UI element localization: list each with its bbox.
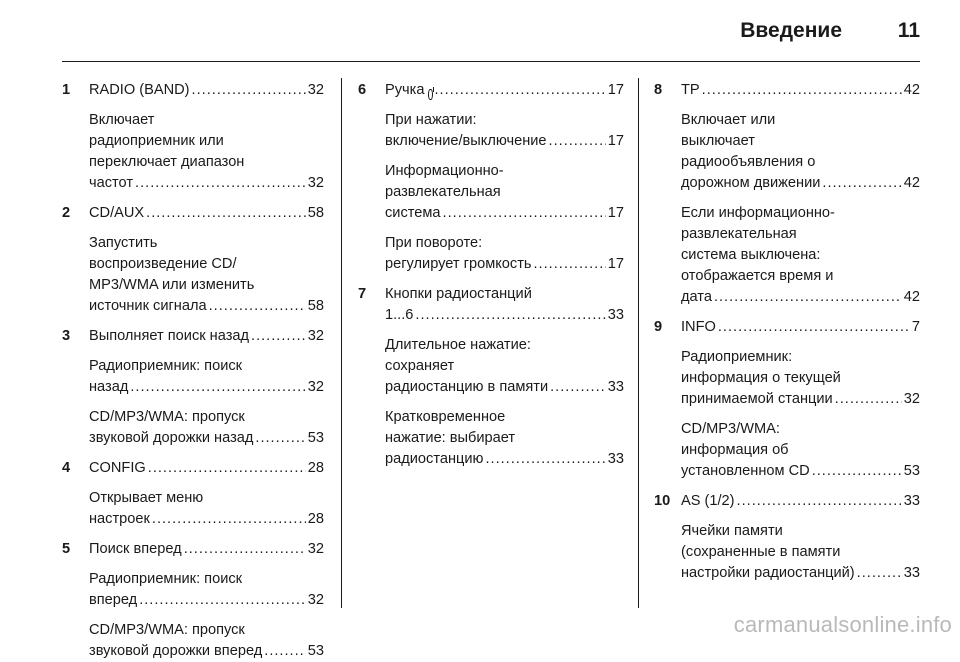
entry-text: частот — [89, 175, 134, 191]
leader-dots — [130, 377, 305, 398]
entry-text: AS (1/2) — [681, 493, 735, 509]
entry-number: 1 — [62, 82, 71, 98]
description-line: Кратковременное — [385, 409, 506, 425]
leader-row — [681, 317, 920, 338]
entry-number: 9 — [654, 319, 663, 335]
leader-row — [385, 203, 624, 224]
leader-dots — [148, 458, 306, 479]
entry-description — [681, 521, 920, 584]
leader-row — [89, 539, 324, 560]
description-line: информация о текущей — [681, 370, 841, 386]
description-line: При повороте: — [385, 235, 483, 251]
leader-dots — [135, 173, 306, 194]
leader-dots — [857, 563, 902, 584]
page-ref-link[interactable]: 33 — [903, 493, 920, 509]
page-ref-link[interactable]: 28 — [307, 511, 324, 527]
entry-text: 1...6 — [385, 307, 414, 323]
description-line: Если информационно- — [681, 205, 835, 221]
description-line: Включает или — [681, 112, 776, 128]
leader-dots — [184, 539, 306, 560]
description-line: При нажатии: — [385, 112, 477, 128]
description-line: переключает диапазон — [89, 154, 245, 170]
page-ref-link[interactable]: 32 — [307, 175, 324, 191]
entry-number: 10 — [654, 493, 671, 509]
entry-description — [89, 569, 324, 611]
index-entry — [654, 80, 920, 308]
entry-description — [89, 620, 324, 662]
entry-description — [89, 110, 324, 194]
column-divider — [341, 78, 342, 608]
leader-dots — [718, 317, 910, 338]
entry-description — [385, 161, 624, 224]
leader-dots — [534, 254, 606, 275]
page-ref-link[interactable]: 33 — [607, 307, 624, 323]
entry-text: RADIO (BAND) — [89, 82, 190, 98]
power-knob-icon — [428, 89, 432, 100]
leader-row — [681, 461, 920, 482]
entry-description — [385, 407, 624, 470]
page-ref-link[interactable]: 17 — [607, 82, 624, 98]
description-line: Информационно- — [385, 163, 504, 179]
leader-dots — [152, 509, 306, 530]
index-entry — [62, 203, 324, 317]
column-divider — [638, 78, 639, 608]
entry-text: CD/AUX — [89, 205, 145, 221]
entry-description — [89, 407, 324, 449]
entry-description — [89, 356, 324, 398]
leader-row — [681, 173, 920, 194]
entry-text: INFO — [681, 319, 716, 335]
leader-row — [89, 80, 324, 101]
page-ref-link[interactable]: 33 — [903, 565, 920, 581]
leader-dots — [443, 203, 606, 224]
page-ref-link[interactable]: 33 — [607, 451, 624, 467]
entry-number: 7 — [358, 286, 367, 302]
entry-description — [681, 203, 920, 308]
entry-text: звуковой дорожки вперед — [89, 643, 263, 659]
leader-row — [385, 305, 624, 326]
entry-text: звуковой дорожки назад — [89, 430, 254, 446]
entry-text: включение/выключение — [385, 133, 547, 149]
entry-text: настройки радиостанций) — [681, 565, 855, 581]
entry-description — [681, 419, 920, 482]
description-line: Радиоприемник: поиск — [89, 358, 243, 374]
page-ref-link[interactable]: 42 — [903, 175, 920, 191]
description-line: система выключена: — [681, 247, 821, 263]
leader-dots — [812, 461, 902, 482]
description-line: Ячейки памяти — [681, 523, 783, 539]
description-line: нажатие: выбирает — [385, 430, 516, 446]
entry-description — [385, 110, 624, 152]
leader-row — [89, 296, 324, 317]
index-column-2 — [358, 80, 624, 470]
entry-text: радиостанцию — [385, 451, 484, 467]
index-entry — [62, 458, 324, 530]
description-line: MP3/WMA или изменить — [89, 277, 255, 293]
entry-text: CONFIG — [89, 460, 146, 476]
leader-row — [89, 590, 324, 611]
page-ref-link[interactable]: 33 — [607, 379, 624, 395]
leader-row — [681, 563, 920, 584]
leader-dots — [209, 296, 306, 317]
page-number: 11 — [897, 19, 920, 42]
page-ref-link[interactable]: 42 — [903, 82, 920, 98]
leader-row — [89, 641, 324, 662]
entry-description — [681, 347, 920, 410]
entry-description — [89, 488, 324, 530]
entry-text: настроек — [89, 511, 150, 527]
description-line: информация об — [681, 442, 789, 458]
entry-description — [89, 233, 324, 317]
description-line: радиоприемник или — [89, 133, 224, 149]
leader-row — [89, 458, 324, 479]
leader-row — [385, 80, 624, 101]
entry-text: Ручка — [385, 82, 425, 98]
entry-text: дата — [681, 289, 712, 305]
leader-dots — [139, 590, 306, 611]
leader-row — [89, 377, 324, 398]
entry-number: 6 — [358, 82, 367, 98]
leader-dots — [255, 428, 305, 449]
index-entry — [358, 284, 624, 470]
leader-row — [385, 254, 624, 275]
leader-row — [385, 449, 624, 470]
leader-dots — [415, 305, 605, 326]
leader-dots — [835, 389, 902, 410]
entry-text: радиостанцию в памяти — [385, 379, 549, 395]
description-line: развлекательная — [681, 226, 797, 242]
page-ref-link[interactable]: 32 — [307, 379, 324, 395]
description-line: развлекательная — [385, 184, 501, 200]
leader-row — [385, 131, 624, 152]
index-column-1 — [62, 80, 324, 662]
leader-dots — [264, 641, 306, 662]
leader-row — [89, 428, 324, 449]
leader-dots — [251, 326, 306, 347]
page-ref-link[interactable]: 32 — [307, 592, 324, 608]
page-ref-link[interactable]: 7 — [911, 319, 920, 335]
page-ref-link[interactable]: 53 — [307, 430, 324, 446]
index-entry — [654, 491, 920, 584]
entry-text: система — [385, 205, 441, 221]
description-line: CD/MP3/WMA: — [681, 421, 780, 437]
page-ref-link[interactable]: 58 — [307, 298, 324, 314]
leader-row — [89, 203, 324, 224]
leader-dots — [435, 80, 606, 101]
leader-dots — [714, 287, 902, 308]
page-ref-link[interactable]: 17 — [607, 256, 624, 272]
entry-description — [385, 233, 624, 275]
entry-text: TP — [681, 82, 700, 98]
entry-text: Выполняет поиск назад — [89, 328, 250, 344]
description-line: Включает — [89, 112, 155, 128]
page-header — [0, 0, 960, 62]
leader-row — [681, 491, 920, 512]
description-line: CD/MP3/WMA: пропуск — [89, 622, 245, 638]
leader-row — [681, 389, 920, 410]
description-line: Длительное нажатие: — [385, 337, 531, 353]
leader-dots — [192, 80, 306, 101]
entry-number: 3 — [62, 328, 71, 344]
index-column-3 — [654, 80, 920, 584]
entry-description — [681, 110, 920, 194]
entry-text: Поиск вперед — [89, 541, 182, 557]
entry-number: 2 — [62, 205, 71, 221]
header-rule — [62, 61, 920, 62]
description-line: Запустить — [89, 235, 158, 251]
page-ref-link[interactable]: 17 — [607, 133, 624, 149]
entry-number: 5 — [62, 541, 71, 557]
entry-number: 8 — [654, 82, 663, 98]
leader-dots — [485, 449, 605, 470]
leader-dots — [822, 173, 901, 194]
page-ref-link[interactable]: 32 — [903, 391, 920, 407]
page-ref-link[interactable]: 53 — [307, 643, 324, 659]
entry-label: Кнопки радиостанций — [385, 286, 532, 302]
entry-text: принимаемой станции — [681, 391, 833, 407]
entry-text: вперед — [89, 592, 138, 608]
index-entry — [62, 80, 324, 194]
description-line: Радиоприемник: поиск — [89, 571, 243, 587]
leader-row — [89, 326, 324, 347]
description-line: воспроизведение CD/ — [89, 256, 237, 272]
description-line: CD/MP3/WMA: пропуск — [89, 409, 245, 425]
leader-dots — [146, 203, 306, 224]
leader-row — [89, 509, 324, 530]
leader-row — [385, 377, 624, 398]
leader-dots — [550, 377, 606, 398]
entry-text: регулирует громкость — [385, 256, 532, 272]
entry-description — [385, 335, 624, 398]
page-ref-link[interactable]: 28 — [307, 460, 324, 476]
description-line: выключает — [681, 133, 755, 149]
description-line: отображается время и — [681, 268, 834, 284]
description-line: Открывает меню — [89, 490, 204, 506]
description-line: Радиоприемник: — [681, 349, 793, 365]
entry-text: назад — [89, 379, 129, 395]
page-ref-link[interactable]: 42 — [903, 289, 920, 305]
leader-dots — [549, 131, 606, 152]
description-line: сохраняет — [385, 358, 455, 374]
index-entry — [62, 326, 324, 449]
page-ref-link[interactable]: 17 — [607, 205, 624, 221]
index-entry — [654, 317, 920, 482]
leader-row — [681, 80, 920, 101]
leader-dots — [737, 491, 902, 512]
page-ref-link[interactable]: 32 — [307, 541, 324, 557]
leader-row — [681, 287, 920, 308]
page-ref-link[interactable]: 32 — [307, 82, 324, 98]
entry-text: источник сигнала — [89, 298, 207, 314]
index-entry — [358, 80, 624, 275]
entry-text: установленном CD — [681, 463, 810, 479]
entry-text: дорожном движении — [681, 175, 821, 191]
page-ref-link[interactable]: 53 — [903, 463, 920, 479]
page-ref-link[interactable]: 58 — [307, 205, 324, 221]
index-entry — [62, 539, 324, 662]
leader-dots — [702, 80, 902, 101]
leader-row — [89, 173, 324, 194]
watermark: carmanualsonline.info — [733, 612, 952, 637]
page-title: Введение — [740, 19, 842, 42]
page-ref-link[interactable]: 32 — [307, 328, 324, 344]
description-line: (сохраненные в памяти — [681, 544, 841, 560]
description-line: радиообъявления о — [681, 154, 816, 170]
entry-number: 4 — [62, 460, 71, 476]
